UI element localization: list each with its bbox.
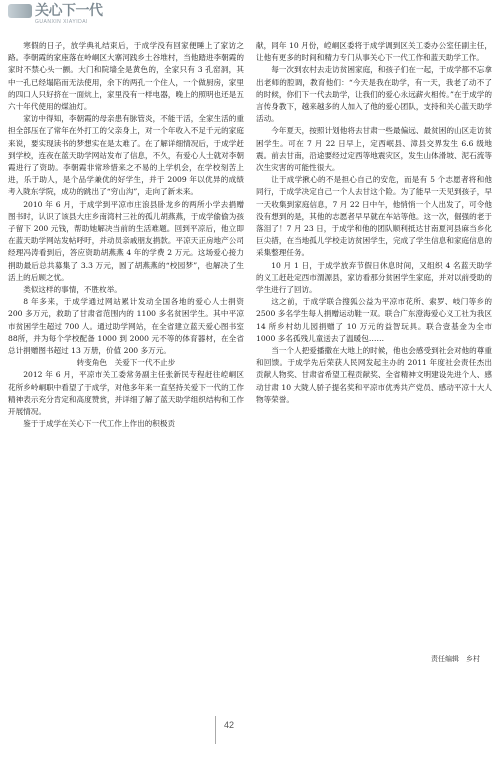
paragraph: 每一次到农村去走访贫困家庭，和孩子们在一起，于成学都不忘拿出老师的腔调，教育他们：“今天是我在助学，有一天，我老了动不了的时候，你们下一代去助学，让我们的爱心永远薪火相传。”在于成学的言传身教下，越来越多的人加入了他的爱心团队，支持和关心蓝天助学活动。 xyxy=(256,65,492,124)
page-number: 42 xyxy=(224,720,235,730)
logo-subtitle: GUANXIN XIAYIDAI xyxy=(35,19,88,25)
paragraph: 献，同年 10 月份，崆峒区委将于成学调到区关工委办公室任副主任，让他有更多的时间和精力专门从事关心下一代工作和蓝天助学工作。 xyxy=(256,41,492,63)
logo-title: 关心下一代 xyxy=(35,3,103,19)
paragraph: 这之前，于成学联合搜狐公益为平凉市花所、索罗、岐门等乡的 2500 多名学生每人捐赠运动鞋一双。联合广东澄海爱心义工社为我区 14 所乡村幼儿园捐赠了 10 万元的益智玩具。联合壹基金为全市 1000 多名孤残儿童送去了温暖包…… xyxy=(256,297,492,343)
paragraph: 8 年多来，于成学通过网站累计发动全国各地的爱心人士捐资 200 多万元，救助了甘肃省范围内的 1100 多名贫困学生。其中平凉市贫困学生超过 700 人。通过助学网站，在全省建立蓝天爱心图书室 88所，并为每个学校配备 1000 到 2000 元不等的体育器材，在全省总计捐赠图书超过 13 万册，价值 200 多万元。 xyxy=(8,297,244,356)
paragraph: 类似这样的事情，不胜枚举。 xyxy=(23,285,122,295)
magazine-logo xyxy=(35,4,103,26)
paragraph: 2010 年 6 月，于成学到平凉市庄浪县卧龙乡的两所小学去捐赠图书时，认识了该县大庄乡南湾村三社的孤儿胡燕燕，于成学偷偷为孩子留下 200 元钱，帮助她解决当前的生活难题。回到平凉后，他立即在蓝天助学网站发帖呼吁，并动员亲戚朋友捐款。平凉天正房地产公司经理冯涛看到后，答应资助胡燕燕 4 年的学费 2 万元。这场爱心接力捐助最后总共募集了 3.3 万元，圆了胡燕燕的“校园梦”，也解决了生活上的后顾之忧。 xyxy=(8,199,244,282)
paragraph: 当一个人把爱播撒在大地上的时候，他也会感受到社会对他的尊重和回馈。于成学先后荣获人民网发起主办的 2011 年度社会责任杰出贡献人物奖、甘肃省希望工程贡献奖、全省精神文明建设先进个人、感动甘肃 10 大陇人骄子提名奖和平凉市优秀共产党员、感动平凉十大人物等荣誉。 xyxy=(256,346,492,404)
paragraph: 寒假的日子，放学典礼结束后，于成学没有回家便睡上了家访之路。李朝霞的家座落在岭峒区大寨河践乡土谷堆村，当他踏进李朝霞的家时不禁心头一颤。大门和院墙全是黄色的，全家只有 3 孔窑洞，其中一孔已经塌陷而无法使用，余下的两孔一个住人，一个做厨房，家里的四口人只好挤在一面炕上，家里没有一样电器，晚上的照明也还是五六十年代使用的煤油灯。 xyxy=(8,41,244,112)
paragraph: 2012 年 6 月，平凉市关工委常务副主任张新民专程赶往崆峒区花所乡岭峒职中看望了于成学，对他多年来一直坚持关爱下一代的工作精神表示充分肯定和高度赞赏，并详细了解了蓝天助学组织结构和工作开展情况。 xyxy=(8,370,244,417)
page-divider xyxy=(215,716,216,744)
magazine-header xyxy=(8,4,158,34)
paragraph: 今年夏天，按照计划他将去甘肃一些最偏远、最贫困的山区走访贫困学生。可在 7 月 22 日早上，定西岷县、漳县交界发生 6.6 级地震。前去甘南，沿途要经过定西等地震灾区，发生山体滑坡、泥石流等次生灾害的可能性很大。 xyxy=(256,126,492,173)
paragraph: 10 月 1 日，于成学放弃节假日休息时间，又组织 4 名蓝天助学的义工赶赴定西市渭源县，家访看那分贫困学生家庭，并对以前受助的学生进行了回访。 xyxy=(256,260,492,295)
paragraph: 家访中得知，李朝霞的母亲患有脉管炎，不能干活，全家生活的重担全部压在了常年在外打工的父亲身上，对一个年收入不足千元的家庭来说，要实现读书的梦想实在是太难了。在了解详细情况后，于成学赶到学校，连夜在蓝天助学网站发布了信息，不久，有爱心人士就对李朝霞进行了资助。李朝霞非常珍惜来之不易的上学机会，在学校刻苦上进，乐于助人，是个品学兼优的好学生，并于 2009 年以优异的成绩考入陇东学院，成功的跳出了“穷山沟”，走向了新未来。 xyxy=(8,114,244,197)
paragraph: 鉴于于成学在关心下一代工作上作出的积极贡 xyxy=(23,419,176,429)
logo-mark-icon xyxy=(8,4,32,18)
section-subheading: 转变角色 关爱下一代不止步 xyxy=(76,358,176,368)
left-column xyxy=(8,40,244,431)
editor-credit: 责任编辑 乡村 xyxy=(431,655,480,663)
paragraph: 让于成学揪心的不是担心自己的安危，而是有 5 个志愿者将和他同行，于成学决定自己一个人去甘这个险。为了能早一天见到孩子，早一天收集到家庭信息，7 月 22 日中午，他悄悄一个人出发了，可令他没有想到的是，其他的志愿者早早就在车站等他。这一次，倔强的老于落泪了！7 月 23 日，于成学和他的团队顺利抵达甘南夏河县麻当乡化巨尖措，在当地孤儿学校走访贫困学生，完成了学生信息和家庭信息的采集整理任务。 xyxy=(256,175,492,258)
right-column xyxy=(256,40,492,406)
